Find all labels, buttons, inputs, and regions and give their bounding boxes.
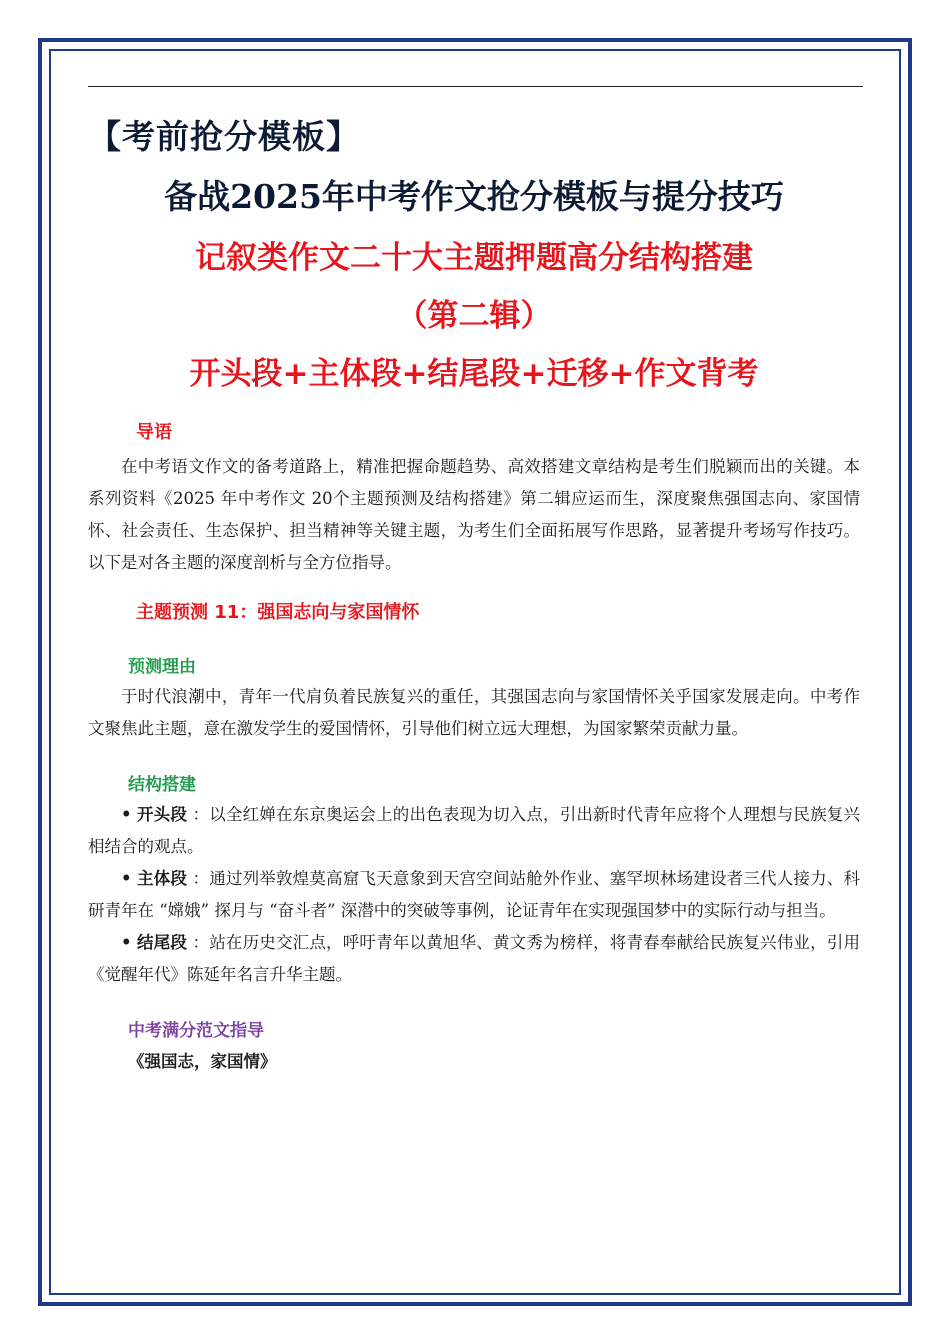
bullet-dot: •	[121, 805, 132, 824]
bullet-text-body: ：通过列举敦煌莫高窟飞天意象到天宫空间站舱外作业、塞罕坝林场建设者三代人接力、科研青年在 “嫦娥” 探月与 “奋斗者” 深潜中的突破等事例，论证青年在实现强国梦中的实际行动与担当。	[88, 869, 860, 920]
bullet-text-opening: ：以全红婵在东京奥运会上的出色表现为切入点，引出新时代青年应将个人理想与民族复兴相结合的观点。	[88, 805, 860, 856]
bullet-ending	[88, 927, 860, 991]
intro-heading: 导语	[136, 422, 172, 443]
reason-paragraph: 于时代浪潮中，青年一代肩负着民族复兴的重任，其强国志向与家国情怀关乎国家发展走向。中考作文聚焦此主题，意在激发学生的爱国情怀，引导他们树立远大理想，为国家繁荣贡献力量。	[88, 687, 860, 738]
bullet-dot: •	[121, 869, 132, 888]
bullet-opening	[88, 799, 860, 863]
bullet-label-body: 主体段	[136, 869, 188, 888]
bullet-text-ending: ：站在历史交汇点，呼吁青年以黄旭华、黄文秀为榜样，将青春奉献给民族复兴伟业，引用《觉醒年代》陈延年名言升华主题。	[88, 933, 860, 984]
main-title: 备战2025年中考作文抢分模板与提分技巧	[164, 177, 784, 216]
subtitle-volume: （第二辑）	[396, 298, 552, 334]
subtitle-topics: 记叙类作文二十大主题押题高分结构搭建	[195, 240, 753, 276]
reason-heading: 预测理由	[128, 657, 196, 677]
guide-heading: 中考满分范文指导	[128, 1021, 264, 1041]
essay-title: 《强国志，家国情》	[128, 1052, 277, 1071]
bullet-label-ending: 结尾段	[136, 933, 188, 952]
header-rule	[88, 86, 863, 87]
topic-heading: 主题预测 11：强国志向与家国情怀	[136, 602, 420, 623]
bullet-dot: •	[121, 933, 132, 952]
exam-tag-title: 【考前抢分模板】	[88, 117, 360, 156]
document-body	[88, 100, 860, 1077]
bullet-label-opening: 开头段	[136, 805, 188, 824]
intro-paragraph: 在中考语文作文的备考道路上，精准把握命题趋势、高效搭建文章结构是考生们脱颖而出的关键。本系列资料《2025 年中考作文 20个主题预测及结构搭建》第二辑应运而生，深度聚焦强国志向、家国情怀、社会责任、生态保护、担当精神等关键主题，为考生们全面拓展写作思路，显著提升考场写作技巧。以下是对各主题的深度剖析与全方位指导。	[88, 457, 860, 572]
structure-heading: 结构搭建	[128, 775, 196, 795]
bullet-body	[88, 863, 860, 927]
subtitle-structure: 开头段+主体段+结尾段+迁移+作文背考	[189, 356, 759, 392]
